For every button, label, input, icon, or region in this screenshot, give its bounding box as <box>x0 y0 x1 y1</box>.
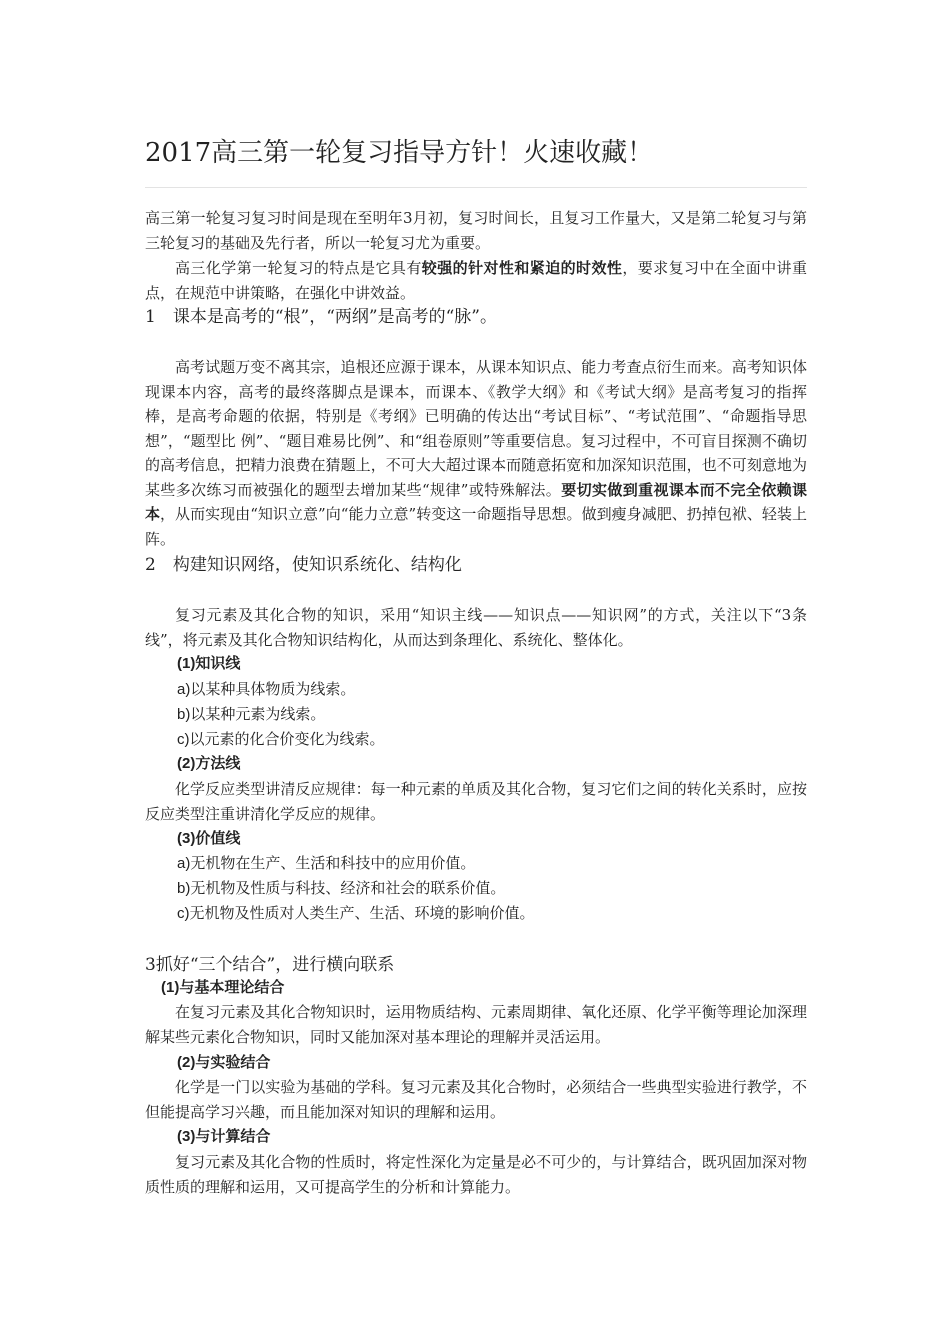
list-item <box>177 727 807 752</box>
list-marker: b) <box>177 706 191 723</box>
list-marker: a) <box>177 855 191 872</box>
list-marker: b) <box>177 880 191 897</box>
method-line-title: (2)方法线 <box>177 755 241 772</box>
section-2-heading: 2 构建知识网络，使知识系统化、结构化 <box>145 555 462 575</box>
list-item <box>177 702 807 727</box>
intro-bold-text: 较强的针对性和紧迫的时效性 <box>421 259 623 277</box>
experiment-combine-body: 化学是一门以实验为基础的学科。复习元素及其化合物时，必须结合一些典型实验进行教学，不但能提高学习兴趣，而且能加深对知识的理解和运用。 <box>145 1078 807 1121</box>
list-text: 无机物及性质对人类生产、生活、环境的影响价值。 <box>189 904 535 922</box>
list-text: 以元素的化合价变化为线索。 <box>189 730 385 748</box>
section-1-text-end: ，从而实现由“知识立意”向“能力立意”转变这一命题指导思想。做到瘦身减肥、扔掉包袱、轻装上阵。 <box>145 505 807 548</box>
intro-paragraph-1: 高三第一轮复习复习时间是现在至明年3月初，复习时间长，且复习工作量大，又是第二轮复习与第三轮复习的基础及先行者，所以一轮复习尤为重要。 <box>145 209 807 252</box>
section-3-heading: 3抓好“三个结合”，进行横向联系 <box>145 955 395 975</box>
section-2-body: 复习元素及其化合物的知识，采用“知识主线——知识点——知识网”的方式，关注以下“3条线”，将元素及其化合物知识结构化，从而达到条理化、系统化、整体化。 <box>145 606 807 649</box>
knowledge-line-title: (1)知识线 <box>177 655 241 672</box>
list-text: 无机物及性质与科技、经济和社会的联系价值。 <box>190 879 506 897</box>
method-line-body: 化学反应类型讲清反应规律：每一种元素的单质及其化合物，复习它们之间的转化关系时，应按反应类型注重讲清化学反应的规律。 <box>145 780 807 823</box>
section-1-body <box>145 355 807 551</box>
intro-paragraph-2 <box>145 256 807 305</box>
intro-text-end: ，要求复习中在全面中讲重点，在规范中讲策略，在强化中讲效益。 <box>145 259 807 302</box>
page-title: 2017高三第一轮复习指导方针！火速收藏！ <box>145 138 654 168</box>
list-item <box>177 851 807 876</box>
theory-combine-title: (1)与基本理论结合 <box>161 979 285 996</box>
list-marker: c) <box>177 731 190 748</box>
intro-text: 高三化学第一轮复习的特点是它具有 <box>175 259 422 277</box>
list-item <box>177 876 807 901</box>
value-line-title: (3)价值线 <box>177 830 241 847</box>
title-divider <box>145 187 807 188</box>
list-text: 以某种具体物质为线索。 <box>190 680 356 698</box>
section-1-text: 高考试题万变不离其宗，追根还应源于课本，从课本知识点、能力考查点衍生而来。高考知识体现课本内容，高考的最终落脚点是课本，而课本、《教学大纲》和《考试大纲》是高考复习的指挥棒，是高考命题的依据，特别是《考纲》已明确的传达出“考试目标”、“考试范围”、“命题指导思想”，“题型比 例”、“题目难易比例”、和“组卷原则”等重要信息。复习过程中，不可盲目探测不确切的高考信息，把精力浪费在猜题上，不可大大超过课本而随意拓宽和加深知识范围，也不可刻意地为某些多次练习而被强化的题型去增加某些“规律”或特殊解法。 <box>145 358 807 499</box>
list-item <box>177 677 807 702</box>
experiment-combine-title: (2)与实验结合 <box>177 1054 271 1071</box>
list-text: 以某种元素为线索。 <box>190 705 326 723</box>
list-marker: a) <box>177 681 191 698</box>
list-item <box>177 901 807 926</box>
list-marker: c) <box>177 905 190 922</box>
section-1-bold-text: 要切实做到重视课本而不完全依赖课本 <box>145 480 807 523</box>
section-1-heading: 1 课本是高考的“根”，“两纲”是高考的“脉”。 <box>145 307 497 327</box>
calculation-combine-body: 复习元素及其化合物的性质时，将定性深化为定量是必不可少的，与计算结合，既巩固加深对物质性质的理解和运用，又可提高学生的分析和计算能力。 <box>145 1153 807 1196</box>
theory-combine-body: 在复习元素及其化合物知识时，运用物质结构、元素周期律、氧化还原、化学平衡等理论加深理解某些元素化合物知识，同时又能加深对基本理论的理解并灵活运用。 <box>145 1003 807 1046</box>
calculation-combine-title: (3)与计算结合 <box>177 1128 271 1145</box>
list-text: 无机物在生产、生活和科技中的应用价值。 <box>190 854 476 872</box>
